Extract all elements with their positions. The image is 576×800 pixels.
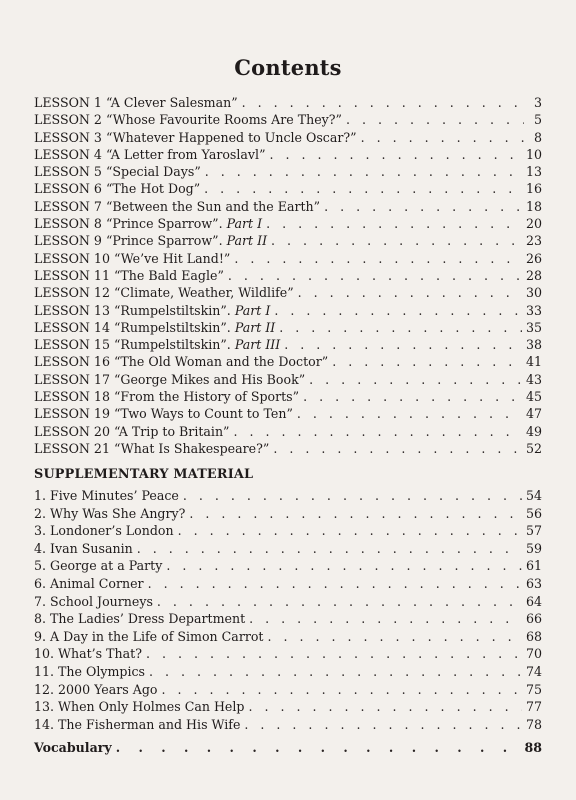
lesson-title: “Rumpelstiltskin”. — [113, 337, 231, 353]
supplementary-entry[interactable] — [34, 610, 542, 628]
lesson-part: Part II — [234, 319, 276, 335]
dot-leader — [273, 440, 522, 457]
item-title: The Olympics — [58, 663, 146, 679]
page-number: 13 — [525, 164, 542, 180]
dot-leader — [148, 575, 522, 593]
lesson-number: LESSON 21 — [34, 440, 110, 456]
item-number: 2. — [34, 505, 47, 521]
page-number: 10 — [525, 146, 542, 162]
item-title: What’s That? — [58, 646, 142, 662]
dot-leader — [116, 740, 521, 755]
lesson-entry[interactable] — [34, 319, 542, 336]
item-number: 1. — [34, 488, 47, 503]
item-number: 8. — [34, 611, 47, 627]
dot-leader — [271, 232, 522, 249]
page-number: 20 — [525, 216, 542, 232]
supplementary-label — [34, 522, 174, 540]
lesson-number: LESSON 6 — [34, 181, 102, 197]
dot-leader — [189, 505, 522, 523]
lesson-entry[interactable] — [34, 440, 542, 457]
lesson-entry[interactable] — [34, 215, 542, 232]
supplementary-label — [34, 610, 245, 628]
dot-leader — [298, 284, 522, 301]
supplementary-list — [34, 487, 542, 733]
lesson-label — [34, 163, 201, 180]
item-title: When Only Holmes Can Help — [58, 699, 245, 715]
lesson-title: “Prince Sparrow”. — [105, 216, 223, 232]
lesson-title: “The Old Woman and the Doctor” — [113, 354, 329, 370]
page-number: 63 — [525, 575, 542, 591]
page-number: 41 — [525, 354, 542, 370]
page-number: 59 — [525, 540, 542, 556]
lesson-title: “From the History of Sports” — [113, 389, 300, 405]
lesson-entry[interactable] — [34, 267, 542, 284]
dot-leader — [268, 628, 522, 646]
lesson-title: “George Mikes and His Book” — [113, 371, 306, 387]
dot-leader — [205, 163, 522, 180]
lesson-entry[interactable] — [34, 111, 542, 128]
lesson-entry[interactable] — [34, 198, 542, 215]
item-number: 4. — [34, 540, 47, 556]
lesson-entry[interactable] — [34, 336, 542, 353]
lesson-title: “A Trip to Britain” — [113, 423, 230, 439]
lesson-label — [34, 353, 328, 370]
dot-leader — [332, 353, 522, 370]
dot-leader — [146, 645, 522, 663]
item-title: Why Was She Angry? — [50, 505, 186, 521]
page-title: Contents — [234, 55, 342, 80]
dot-leader — [162, 681, 522, 699]
supplementary-label — [34, 557, 162, 575]
page-number: 33 — [525, 302, 542, 318]
supplementary-label — [34, 698, 244, 716]
supplementary-label — [34, 628, 264, 646]
lesson-number: LESSON 19 — [34, 406, 110, 422]
item-number: 14. — [34, 716, 55, 732]
page-number: 75 — [525, 681, 542, 697]
dot-leader — [361, 129, 524, 146]
page-number: 5 — [533, 112, 542, 128]
dot-leader — [249, 610, 522, 628]
lesson-title: “Climate, Weather, Wildlife” — [113, 285, 294, 301]
lesson-entry[interactable] — [34, 232, 542, 249]
lesson-label — [34, 423, 230, 440]
lesson-title: “We’ve Hit Land!” — [113, 250, 231, 266]
lesson-entry[interactable] — [34, 250, 542, 267]
lesson-title: “Rumpelstiltskin”. — [113, 319, 231, 335]
lesson-title: “Special Days” — [105, 164, 201, 180]
dot-leader — [183, 487, 522, 505]
dot-leader — [346, 111, 524, 128]
item-title: The Fisherman and His Wife — [58, 716, 241, 732]
page-number: 35 — [525, 319, 542, 335]
supplementary-label — [34, 593, 153, 611]
lesson-label — [34, 129, 357, 146]
lesson-title: “A Clever Salesman” — [105, 95, 238, 110]
supplementary-entry[interactable] — [34, 505, 542, 523]
supplementary-entry[interactable] — [34, 628, 542, 646]
page-number: 26 — [525, 250, 542, 266]
item-number: 9. — [34, 628, 47, 644]
item-title: Londoner’s London — [50, 523, 174, 539]
lesson-part: Part I — [226, 216, 263, 232]
supplementary-label — [34, 487, 179, 505]
dot-leader — [303, 388, 522, 405]
dot-leader — [234, 250, 522, 267]
lesson-label — [34, 336, 280, 353]
lesson-label — [34, 111, 342, 128]
supplementary-label — [34, 681, 158, 699]
dot-leader — [137, 540, 522, 558]
item-title: George at a Party — [50, 558, 163, 574]
dot-leader — [234, 423, 522, 440]
supplementary-entry[interactable] — [34, 716, 542, 734]
dot-leader — [204, 180, 522, 197]
lesson-number: LESSON 9 — [34, 233, 102, 249]
dot-leader — [279, 319, 522, 336]
item-title: School Journeys — [50, 593, 153, 609]
supplementary-entry[interactable] — [34, 487, 542, 505]
item-title: Animal Corner — [50, 575, 144, 591]
lesson-number: LESSON 3 — [34, 129, 102, 145]
page-number: 28 — [525, 267, 542, 283]
supplementary-label — [34, 540, 133, 558]
supplementary-label — [34, 663, 145, 681]
vocabulary-entry[interactable] — [34, 740, 542, 755]
page-number: 49 — [525, 423, 542, 439]
page-number: 64 — [525, 593, 542, 609]
lesson-title: “Two Ways to Count to Ten” — [113, 406, 293, 422]
page-number: 16 — [525, 181, 542, 197]
lesson-label — [34, 198, 320, 215]
dot-leader — [244, 716, 522, 734]
page-number: 70 — [525, 646, 542, 662]
page-number: 66 — [525, 611, 542, 627]
item-title: The Ladies’ Dress Department — [50, 611, 246, 627]
dot-leader — [274, 302, 522, 319]
lesson-label — [34, 94, 238, 111]
page-number: 74 — [525, 663, 542, 679]
lesson-label — [34, 215, 262, 232]
item-title: Five Minutes’ Peace — [50, 488, 179, 503]
lesson-label — [34, 440, 269, 457]
item-title: Ivan Susanin — [50, 540, 133, 556]
lesson-number: LESSON 17 — [34, 371, 110, 387]
page-number: 8 — [533, 129, 542, 145]
lesson-entry[interactable] — [34, 353, 542, 370]
item-title: A Day in the Life of Simon Carrot — [50, 628, 264, 644]
dot-leader — [228, 267, 522, 284]
lesson-title: “Whose Favourite Rooms Are They?” — [105, 112, 342, 128]
supplementary-label — [34, 505, 185, 523]
page-number: 30 — [525, 285, 542, 301]
supplementary-entry[interactable] — [34, 698, 542, 716]
lesson-part: Part III — [234, 337, 281, 353]
page-number: 54 — [525, 488, 542, 503]
lesson-number: LESSON 20 — [34, 423, 110, 439]
dot-leader — [270, 146, 522, 163]
supplementary-entry[interactable] — [34, 575, 542, 593]
lesson-label — [34, 250, 230, 267]
supplementary-heading: SUPPLEMENTARY MATERIAL — [34, 467, 254, 482]
lesson-number: LESSON 11 — [34, 267, 110, 283]
lesson-entry[interactable] — [34, 302, 542, 319]
item-title: 2000 Years Ago — [58, 681, 158, 697]
dot-leader — [242, 94, 524, 111]
lesson-entry[interactable] — [34, 146, 542, 163]
lesson-title: “What Is Shakespeare?” — [113, 440, 270, 456]
lesson-label — [34, 232, 267, 249]
dot-leader — [297, 405, 522, 422]
lesson-part: Part I — [234, 302, 271, 318]
page-number: 23 — [525, 233, 542, 249]
lessons-list — [34, 94, 542, 457]
lesson-number: LESSON 4 — [34, 146, 102, 162]
lesson-number: LESSON 8 — [34, 216, 102, 232]
lesson-part: Part II — [226, 233, 268, 249]
page-number: 47 — [525, 406, 542, 422]
lesson-number: LESSON 5 — [34, 164, 102, 180]
lesson-title: “The Hot Dog” — [105, 181, 201, 197]
lesson-label — [34, 267, 224, 284]
supplementary-entry[interactable] — [34, 681, 542, 699]
page-number: 61 — [525, 558, 542, 574]
page-number: 68 — [525, 628, 542, 644]
dot-leader — [309, 371, 522, 388]
lesson-number: LESSON 13 — [34, 302, 110, 318]
lesson-title: “Whatever Happened to Uncle Oscar?” — [105, 129, 357, 145]
dot-leader — [149, 663, 522, 681]
lesson-label — [34, 319, 275, 336]
lesson-number: LESSON 2 — [34, 112, 102, 128]
lesson-number: LESSON 14 — [34, 319, 110, 335]
page-number: 77 — [525, 699, 542, 715]
dot-leader — [166, 557, 522, 575]
supplementary-entry[interactable] — [34, 663, 542, 681]
dot-leader — [324, 198, 522, 215]
item-number: 12. — [34, 681, 55, 697]
lesson-number: LESSON 12 — [34, 285, 110, 301]
lesson-label — [34, 146, 266, 163]
item-number: 7. — [34, 593, 47, 609]
item-number: 6. — [34, 575, 47, 591]
dot-leader — [178, 522, 522, 540]
supplementary-entry[interactable] — [34, 593, 542, 611]
supplementary-entry[interactable] — [34, 540, 542, 558]
page-number: 57 — [525, 523, 542, 539]
lesson-label — [34, 371, 305, 388]
page-number: 52 — [525, 440, 542, 456]
lesson-label — [34, 405, 293, 422]
lesson-title: “Between the Sun and the Earth” — [105, 198, 321, 214]
page-number: 56 — [525, 505, 542, 521]
supplementary-entry[interactable] — [34, 522, 542, 540]
lesson-number: LESSON 7 — [34, 198, 102, 214]
lesson-label — [34, 388, 299, 405]
item-number: 5. — [34, 558, 47, 574]
item-number: 3. — [34, 523, 47, 539]
lesson-number: LESSON 10 — [34, 250, 110, 266]
item-number: 11. — [34, 663, 55, 679]
item-number: 13. — [34, 699, 55, 715]
lesson-entry[interactable] — [34, 129, 542, 146]
dot-leader — [266, 215, 522, 232]
supplementary-label — [34, 575, 144, 593]
page-number: 18 — [525, 198, 542, 214]
page-number: 88 — [524, 740, 542, 755]
lesson-label — [34, 180, 200, 197]
lesson-entry[interactable] — [34, 405, 542, 422]
page-number: 3 — [533, 95, 542, 110]
lesson-entry[interactable] — [34, 163, 542, 180]
page-number: 78 — [525, 716, 542, 732]
lesson-entry[interactable] — [34, 423, 542, 440]
item-number: 10. — [34, 646, 55, 662]
lesson-number: LESSON 18 — [34, 389, 110, 405]
lesson-entry[interactable] — [34, 94, 542, 111]
page-number: 43 — [525, 371, 542, 387]
dot-leader — [157, 593, 522, 611]
lesson-title: “Prince Sparrow”. — [105, 233, 223, 249]
supplementary-label — [34, 645, 142, 663]
lesson-label — [34, 284, 294, 301]
lesson-number: LESSON 16 — [34, 354, 110, 370]
lesson-entry[interactable] — [34, 371, 542, 388]
lesson-entry[interactable] — [34, 284, 542, 301]
dot-leader — [284, 336, 522, 353]
lesson-label — [34, 302, 270, 319]
lesson-entry[interactable] — [34, 180, 542, 197]
supplementary-entry[interactable] — [34, 645, 542, 663]
supplementary-entry[interactable] — [34, 557, 542, 575]
supplementary-label — [34, 716, 240, 734]
lesson-entry[interactable] — [34, 388, 542, 405]
lesson-title: “Rumpelstiltskin”. — [113, 302, 231, 318]
vocabulary-label: Vocabulary — [34, 740, 112, 755]
dot-leader — [248, 698, 521, 716]
lesson-title: “The Bald Eagle” — [113, 267, 224, 283]
page-number: 45 — [525, 389, 542, 405]
lesson-number: LESSON 15 — [34, 337, 110, 353]
lesson-number: LESSON 1 — [34, 95, 102, 110]
lesson-title: “A Letter from Yaroslavl” — [105, 146, 266, 162]
page-number: 38 — [525, 337, 542, 353]
